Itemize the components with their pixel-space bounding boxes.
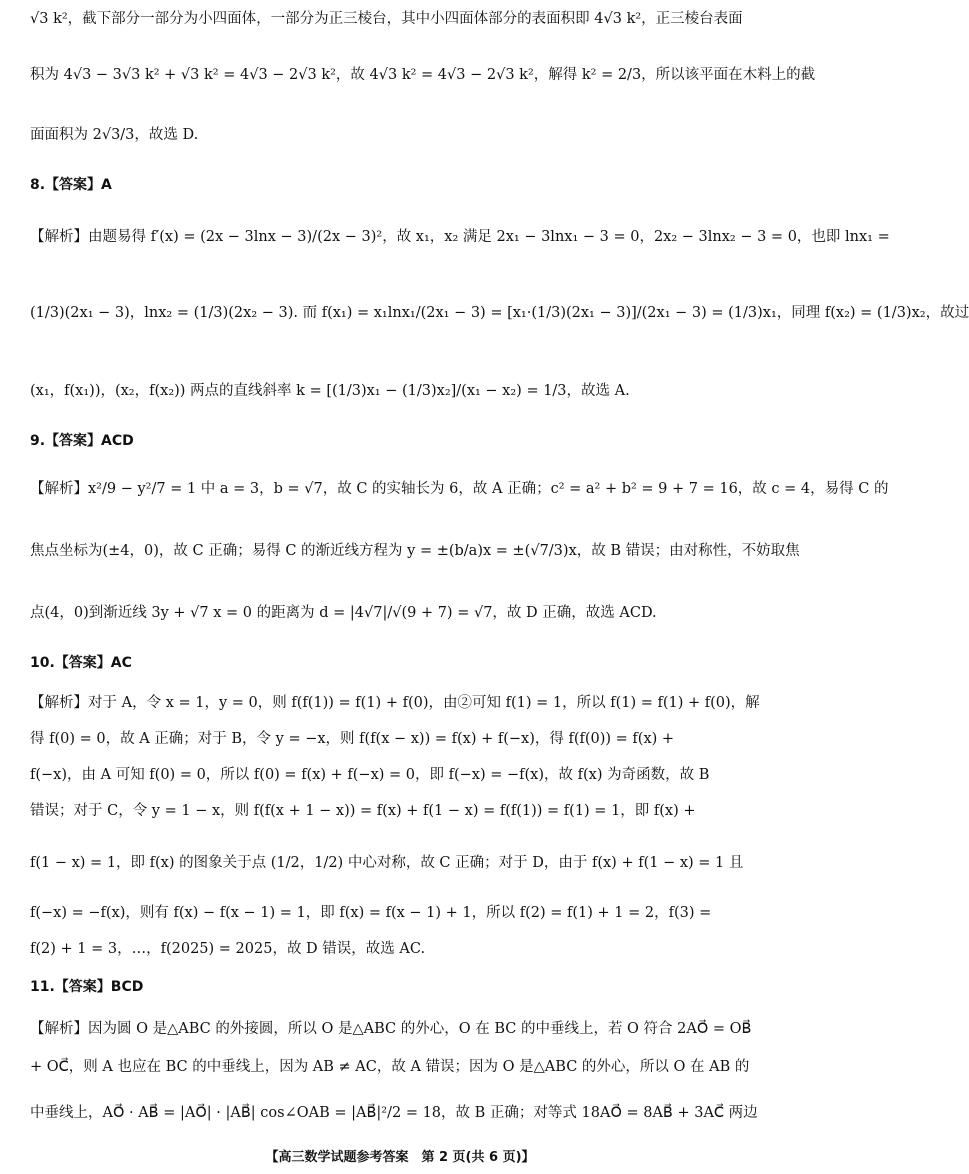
q9-line-2: 焦点坐标为(±4，0)，故 C 正确；易得 C 的渐近线方程为 y = ±(b/a)x = ±(√7/3)x，故 B 错误；由对称性，不妨取焦 <box>30 543 800 559</box>
q8-line-2: (1/3)(2x₁ − 3)，lnx₂ = (1/3)(2x₂ − 3). 而 f(x₁) = x₁lnx₁/(2x₁ − 3) = [x₁·(1/3)(2x₁ − 3)]/(2x₁ − 3) = (1/3)x₁，同理 f(x₂) = (1/3)x₂，故过 <box>30 305 969 321</box>
q8-answer: 8.【答案】A <box>30 177 112 193</box>
p7-line-1: √3 k²，截下部分一部分为小四面体，一部分为正三棱台，其中小四面体部分的表面积即 4√3 k²，正三棱台表面 <box>30 11 743 27</box>
q11-line-1: 【解析】因为圆 O 是△ABC 的外接圆，所以 O 是△ABC 的外心，O 在 BC 的中垂线上，若 O 符合 2AO⃗ = OB⃗ <box>30 1021 752 1037</box>
p7-line-3: 面面积为 2√3/3，故选 D. <box>30 127 199 143</box>
q11-line-2: + OC⃗，则 A 也应在 BC 的中垂线上，因为 AB ≠ AC，故 A 错误；因为 O 是△ABC 的外心，所以 O 在 AB 的 <box>30 1059 750 1075</box>
q8-line-3: (x₁，f(x₁))，(x₂，f(x₂)) 两点的直线斜率 k = [(1/3)x₁ − (1/3)x₂]/(x₁ − x₂) = 1/3，故选 A. <box>30 383 630 399</box>
q10-line-4: 错误；对于 C，令 y = 1 − x，则 f(f(x + 1 − x)) = f(x) + f(1 − x) = f(f(1)) = f(1) = 1，即 f(x) + <box>30 803 696 819</box>
q11-line-3: 中垂线上，AO⃗ · AB⃗ = |AO⃗| · |AB⃗| cos∠OAB = |AB⃗|²/2 = 18，故 B 正确；对等式 18AO⃗ = 8AB⃗ + 3AC⃗ 两边 <box>30 1105 758 1121</box>
q10-line-7: f(2) + 1 = 3，…，f(2025) = 2025，故 D 错误，故选 AC. <box>30 941 426 957</box>
q10-line-3: f(−x)，由 A 可知 f(0) = 0，所以 f(0) = f(x) + f(−x) = 0，即 f(−x) = −f(x)，故 f(x) 为奇函数，故 B <box>30 767 710 783</box>
page-footer: 【高三数学试题参考答案 第 2 页(共 6 页)】 <box>265 1150 535 1165</box>
q9-line-3: 点(4，0)到渐近线 3y + √7 x = 0 的距离为 d = |4√7|/√(9 + 7) = √7，故 D 正确，故选 ACD. <box>30 605 657 621</box>
q10-line-6: f(−x) = −f(x)，则有 f(x) − f(x − 1) = 1，即 f(x) = f(x − 1) + 1，所以 f(2) = f(1) + 1 = 2，f(3) = <box>30 905 712 921</box>
q9-answer: 9.【答案】ACD <box>30 433 134 449</box>
q11-answer: 11.【答案】BCD <box>30 979 144 995</box>
p7-line-2: 积为 4√3 − 3√3 k² + √3 k² = 4√3 − 2√3 k²，故 4√3 k² = 4√3 − 2√3 k²，解得 k² = 2/3，所以该平面在木料上的截 <box>30 67 816 83</box>
q10-line-5: f(1 − x) = 1，即 f(x) 的图象关于点 (1/2，1/2) 中心对称，故 C 正确；对于 D，由于 f(x) + f(1 − x) = 1 且 <box>30 855 744 871</box>
q10-line-1: 【解析】对于 A，令 x = 1，y = 0，则 f(f(1)) = f(1) + f(0)，由②可知 f(1) = 1，所以 f(1) = f(1) + f(0)，解 <box>30 695 760 711</box>
q8-line-1: 【解析】由题易得 f′(x) = (2x − 3lnx − 3)/(2x − 3)²，故 x₁，x₂ 满足 2x₁ − 3lnx₁ − 3 = 0，2x₂ − 3lnx₂ − 3 = 0，也即 lnx₁ = <box>30 229 890 245</box>
q10-answer: 10.【答案】AC <box>30 655 132 671</box>
q10-line-2: 得 f(0) = 0，故 A 正确；对于 B，令 y = −x，则 f(f(x − x)) = f(x) + f(−x)，得 f(f(0)) = f(x) + <box>30 731 675 747</box>
q9-line-1: 【解析】x²/9 − y²/7 = 1 中 a = 3，b = √7，故 C 的实轴长为 6，故 A 正确；c² = a² + b² = 9 + 7 = 16，故 c = 4，易得 C 的 <box>30 481 889 497</box>
